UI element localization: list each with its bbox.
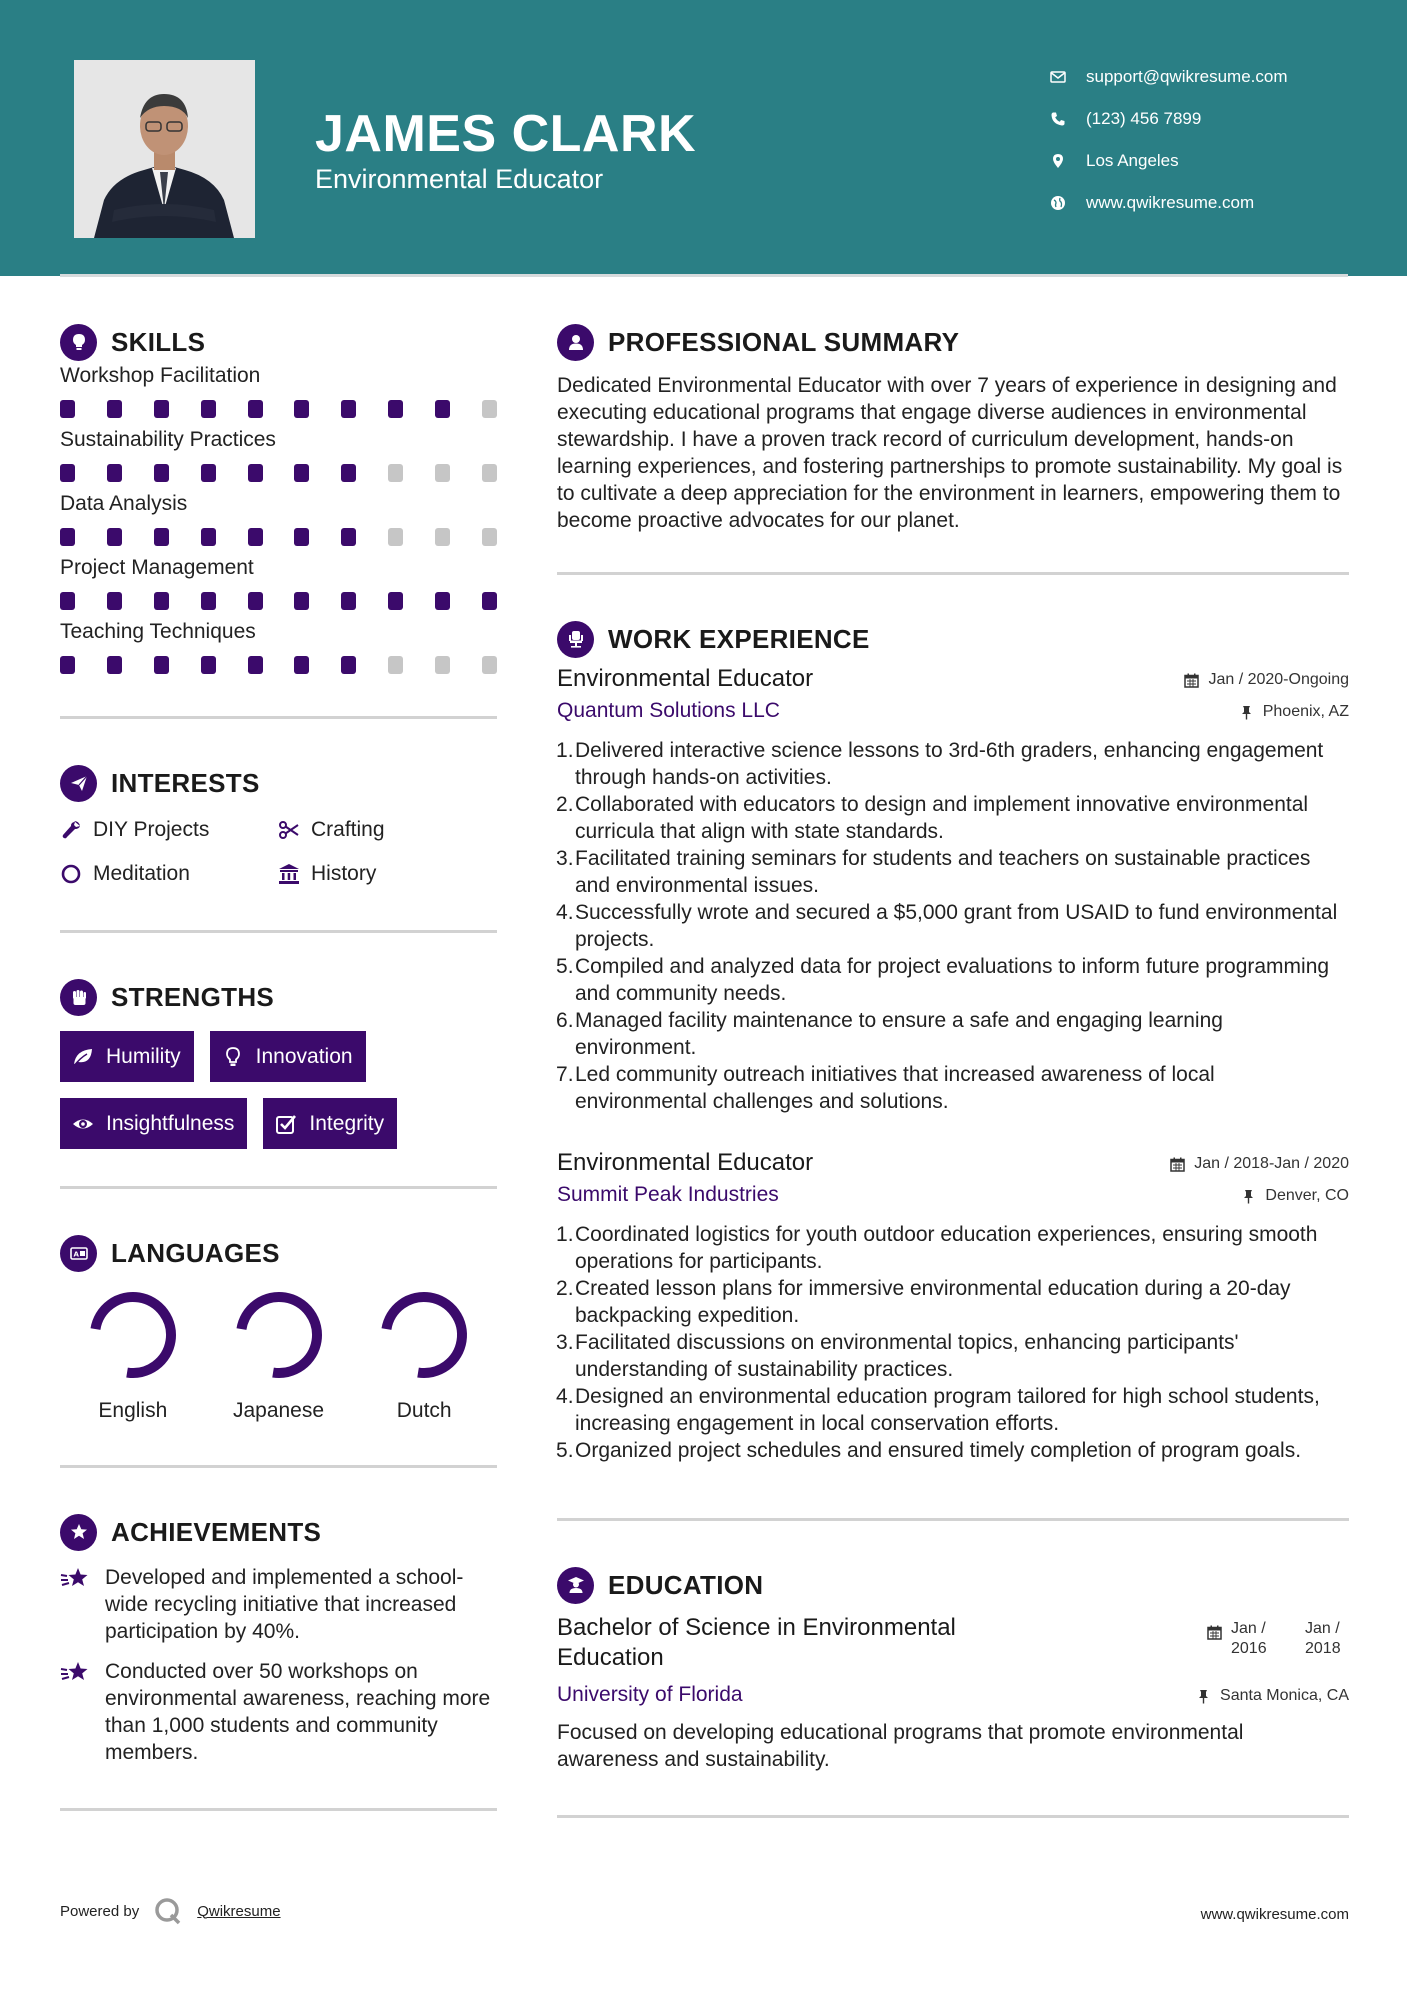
job-subhead (557, 699, 1349, 723)
language-item (60, 1287, 206, 1423)
job-subhead (557, 1183, 1349, 1207)
scissors-icon (278, 819, 300, 841)
language-ring-arc (95, 1297, 171, 1373)
language-ring-arc (387, 1297, 463, 1373)
office-chair-icon (557, 621, 594, 658)
education-heading (557, 1565, 1349, 1605)
job-bullet: Led community outreach initiatives that increased awareness of local environmental challenges and solutions. (575, 1063, 1215, 1113)
skill-dot-filled (154, 528, 169, 546)
job-bullet: Successfully wrote and secured a $5,000 grant from USAID to fund environmental projects. (575, 901, 1338, 951)
shooting-star-icon (60, 1660, 92, 1688)
skill-rating (60, 592, 497, 610)
interest-item (278, 859, 497, 889)
museum-icon (278, 863, 300, 885)
footer-brand-link[interactable]: Qwikresume (197, 1902, 281, 1920)
strengths-title: STRENGTHS (111, 981, 275, 1012)
education-description: Focused on developing educational programs that promote environmental awareness and sustainability. (557, 1721, 1244, 1771)
job-date (1184, 671, 1349, 689)
skill-dot-filled (388, 400, 403, 418)
section-divider (557, 1815, 1349, 1818)
languages-section (60, 1233, 497, 1423)
skill-dot-empty (482, 464, 497, 482)
job-bullets (557, 737, 1349, 1115)
resume-header (0, 0, 1407, 276)
education-title: EDUCATION (608, 1569, 764, 1600)
contact-location-text: Los Angeles (1086, 151, 1179, 170)
interest-item (60, 815, 278, 845)
skill-dot-filled (341, 528, 356, 546)
left-column (60, 322, 497, 1811)
job-bullet: Delivered interactive science lessons to 3rd-6th graders, enhancing engagement through hands-on activities. (575, 739, 1324, 789)
job-location-text: Phoenix, AZ (1262, 703, 1349, 720)
job-bullet: Facilitated discussions on environmental topics, enhancing participants' understanding of sustainability practices. (575, 1331, 1239, 1381)
strength-badge (263, 1098, 397, 1149)
skill-dot-empty (435, 656, 450, 674)
skill-dot-filled (60, 528, 75, 546)
strength-badge (60, 1031, 194, 1082)
skill-dot-filled (107, 592, 122, 610)
footer-website[interactable]: www.qwikresume.com (1200, 1906, 1349, 1923)
skill-dot-filled (248, 592, 263, 610)
skill-dot-filled (107, 656, 122, 674)
achievement-text: Conducted over 50 workshops on environmental awareness, reaching more than 1,000 students and community members. (105, 1660, 491, 1764)
achievements-section (60, 1512, 497, 1766)
education-start: Jan / 2016 (1231, 1620, 1267, 1657)
skill-dot-filled (154, 400, 169, 418)
user-icon (557, 324, 594, 361)
skill-dot-filled (294, 528, 309, 546)
skill-dot-filled (60, 656, 75, 674)
job-title: Environmental Educator (557, 1149, 814, 1176)
experience-section (557, 619, 1349, 1464)
skill-dot-filled (201, 464, 216, 482)
qwikresume-logo-icon (153, 1896, 183, 1926)
skill-dot-filled (107, 400, 122, 418)
education-location (1196, 1687, 1349, 1705)
skill-dot-filled (154, 592, 169, 610)
job-location (1239, 703, 1349, 721)
skills-heading (60, 322, 497, 362)
contact-website-text: www.qwikresume.com (1086, 193, 1255, 212)
skill-dot-filled (482, 592, 497, 610)
skill-dot-filled (435, 400, 450, 418)
language-item (351, 1287, 497, 1423)
skill-rating (60, 400, 497, 418)
language-card-icon (60, 1235, 97, 1272)
interest-label: Meditation (93, 862, 190, 885)
footer-powered-by (60, 1896, 281, 1926)
skill-dot-filled (248, 656, 263, 674)
profile-photo (74, 60, 255, 238)
education-head (557, 1613, 1349, 1673)
skill-dot-filled (154, 656, 169, 674)
summary-section (557, 322, 1349, 534)
education-section (557, 1565, 1349, 1773)
degree-title: Bachelor of Science in Environmental Education (557, 1614, 956, 1671)
language-proficiency-ring (85, 1287, 181, 1383)
job-date (1170, 1155, 1349, 1173)
leaf-icon (72, 1046, 94, 1068)
calendar-icon (1184, 673, 1199, 688)
skill-rating (60, 464, 497, 482)
candidate-name: JAMES CLARK (315, 105, 697, 163)
job-head (557, 665, 1349, 693)
strength-badge (60, 1098, 247, 1149)
calendar-icon (1207, 1625, 1222, 1640)
strengths-section (60, 977, 497, 1149)
skill-dot-filled (294, 400, 309, 418)
contact-email-text: support@qwikresume.com (1086, 67, 1288, 86)
language-name: Dutch (396, 1399, 452, 1422)
strength-label: Humility (106, 1044, 181, 1068)
lightbulb-icon (222, 1046, 244, 1068)
interest-label: History (311, 862, 377, 885)
contact-phone-text: (123) 456 7899 (1086, 109, 1202, 128)
summary-heading (557, 322, 1349, 362)
wrench-icon (60, 819, 82, 841)
interest-label: Crafting (311, 818, 385, 841)
strength-label: Innovation (255, 1044, 353, 1068)
pushpin-icon (1196, 1689, 1211, 1704)
education-subhead (557, 1683, 1349, 1707)
achievements-title: ACHIEVEMENTS (111, 1516, 322, 1547)
contact-phone[interactable] (1050, 98, 1288, 140)
job-entry (557, 1149, 1349, 1464)
achievement-text: Developed and implemented a school-wide recycling initiative that increased participation by 40%. (105, 1566, 464, 1643)
skill-rating (60, 656, 497, 674)
company-name: Quantum Solutions LLC (557, 699, 780, 722)
job-location (1241, 1187, 1349, 1205)
skills-section (60, 322, 497, 674)
achievement-item (60, 1564, 497, 1645)
circle-icon (60, 863, 82, 885)
interests-title: INTERESTS (111, 767, 260, 798)
contact-website[interactable] (1050, 182, 1288, 224)
skill-dot-empty (435, 464, 450, 482)
job-bullet: Designed an environmental education program tailored for high school students, increasing engagement in local conservation efforts. (575, 1385, 1320, 1435)
skill-name: Workshop Facilitation (60, 364, 261, 387)
interest-item (60, 859, 278, 889)
skill-dot-empty (388, 528, 403, 546)
experience-heading (557, 619, 1349, 659)
svg-text:A: A (73, 1250, 79, 1259)
school-name: University of Florida (557, 1683, 743, 1706)
strength-label: Integrity (309, 1111, 385, 1135)
summary-title: PROFESSIONAL SUMMARY (608, 326, 960, 357)
strengths-heading (60, 977, 497, 1017)
interests-list (60, 815, 497, 889)
skill-dot-filled (60, 592, 75, 610)
skill-dot-filled (341, 464, 356, 482)
job-bullet: Created lesson plans for immersive environmental education during a 20-day backpacking expedition. (575, 1277, 1291, 1327)
job-location-text: Denver, CO (1265, 1187, 1349, 1204)
skill-rating (60, 528, 497, 546)
languages-title: LANGUAGES (111, 1237, 280, 1268)
achievement-item (60, 1658, 497, 1766)
jobs-list (557, 665, 1349, 1464)
skill-dot-empty (388, 464, 403, 482)
powered-by-label: Powered by (60, 1902, 140, 1920)
contact-list (1050, 56, 1288, 224)
education-end: Jan / 2018 (1305, 1620, 1341, 1657)
shooting-star-icon (60, 1566, 92, 1594)
job-bullet: Organized project schedules and ensured timely completion of program goals. (575, 1439, 1302, 1462)
skill-dot-filled (435, 592, 450, 610)
pushpin-icon (1241, 1189, 1256, 1204)
strength-label: Insightfulness (106, 1111, 235, 1135)
job-entry (557, 665, 1349, 1115)
phone-icon (1050, 111, 1066, 127)
job-title: Environmental Educator (557, 665, 814, 692)
language-name: English (98, 1399, 168, 1422)
skill-dot-empty (435, 528, 450, 546)
section-divider (60, 1465, 497, 1468)
skill-dot-empty (482, 400, 497, 418)
envelope-icon (1050, 69, 1066, 85)
skill-name: Teaching Techniques (60, 620, 256, 643)
lightbulb-icon (60, 324, 97, 361)
skill-name: Data Analysis (60, 492, 188, 515)
section-divider (60, 930, 497, 933)
check-square-icon (275, 1113, 297, 1135)
job-bullet: Coordinated logistics for youth outdoor education experiences, ensuring smooth operations for participants. (575, 1223, 1318, 1273)
languages-heading (60, 1233, 497, 1273)
language-item (206, 1287, 352, 1423)
skill-dot-filled (248, 464, 263, 482)
strengths-list (60, 1031, 497, 1149)
contact-email[interactable] (1050, 56, 1288, 98)
skills-title: SKILLS (111, 326, 206, 357)
language-proficiency-ring (376, 1287, 472, 1383)
eye-icon (72, 1113, 94, 1135)
skill-dot-empty (482, 656, 497, 674)
language-ring-arc (241, 1297, 317, 1373)
skill-dot-empty (482, 528, 497, 546)
skill-dot-empty (388, 656, 403, 674)
skill-dot-filled (201, 528, 216, 546)
interest-item (278, 815, 497, 845)
skill-dot-filled (294, 464, 309, 482)
header-divider (60, 274, 1348, 277)
skill-dot-filled (341, 656, 356, 674)
section-divider (60, 1808, 497, 1811)
skill-dot-filled (201, 592, 216, 610)
company-name: Summit Peak Industries (557, 1183, 779, 1206)
skill-dot-filled (201, 656, 216, 674)
paper-plane-icon (60, 765, 97, 802)
strength-badge (210, 1031, 366, 1082)
section-divider (557, 572, 1349, 575)
job-bullet: Compiled and analyzed data for project evaluations to inform future programming and community needs. (575, 955, 1330, 1005)
star-badge-icon (60, 1514, 97, 1551)
skill-dot-filled (248, 528, 263, 546)
contact-location (1050, 140, 1288, 182)
skill-dot-filled (341, 400, 356, 418)
interests-heading (60, 763, 497, 803)
section-divider (60, 716, 497, 719)
skill-dot-filled (107, 528, 122, 546)
skills-list (60, 364, 497, 674)
language-proficiency-ring (231, 1287, 327, 1383)
section-divider (557, 1518, 1349, 1521)
raised-fist-icon (60, 979, 97, 1016)
achievements-heading (60, 1512, 497, 1552)
skill-dot-filled (294, 592, 309, 610)
candidate-title: Environmental Educator (315, 164, 604, 194)
skill-name: Project Management (60, 556, 254, 579)
skill-dot-filled (107, 464, 122, 482)
education-dates (1207, 1619, 1349, 1659)
job-date-text: Jan / 2020-Ongoing (1208, 671, 1349, 688)
calendar-icon (1170, 1157, 1185, 1172)
job-date-text: Jan / 2018-Jan / 2020 (1194, 1155, 1349, 1172)
pushpin-icon (1239, 705, 1254, 720)
interests-section (60, 763, 497, 889)
job-head (557, 1149, 1349, 1177)
job-bullet: Managed facility maintenance to ensure a safe and engaging learning environment. (575, 1009, 1223, 1059)
skill-name: Sustainability Practices (60, 428, 276, 451)
skill-dot-filled (388, 592, 403, 610)
summary-text: Dedicated Environmental Educator with over 7 years of experience in designing and executing educational programs that engage diverse audiences in environmental stewardship. I have a proven track record of curriculum development, hands-on learning experiences, and fostering partnerships to promote sustainability. My goal is to cultivate a deep appreciation for the environment in learners, empowering them to become proactive advocates for our planet. (557, 374, 1343, 532)
experience-title: WORK EXPERIENCE (608, 623, 870, 654)
section-divider (60, 1186, 497, 1189)
right-column (557, 322, 1349, 1818)
skill-dot-filled (294, 656, 309, 674)
skill-dot-filled (60, 400, 75, 418)
language-name: Japanese (232, 1399, 325, 1422)
languages-list (60, 1287, 497, 1423)
skill-dot-filled (201, 400, 216, 418)
skill-dot-filled (341, 592, 356, 610)
job-bullets (557, 1221, 1349, 1464)
map-pin-icon (1050, 153, 1066, 169)
job-bullet: Facilitated training seminars for students and teachers on sustainable practices and environmental issues. (575, 847, 1311, 897)
globe-icon (1050, 195, 1066, 211)
skill-dot-filled (154, 464, 169, 482)
job-bullet: Collaborated with educators to design and implement innovative environmental curricula that align with state standards. (575, 793, 1309, 843)
interest-label: DIY Projects (93, 818, 210, 841)
skill-dot-filled (60, 464, 75, 482)
skill-dot-filled (248, 400, 263, 418)
education-location-text: Santa Monica, CA (1220, 1687, 1349, 1704)
graduate-icon (557, 1567, 594, 1604)
